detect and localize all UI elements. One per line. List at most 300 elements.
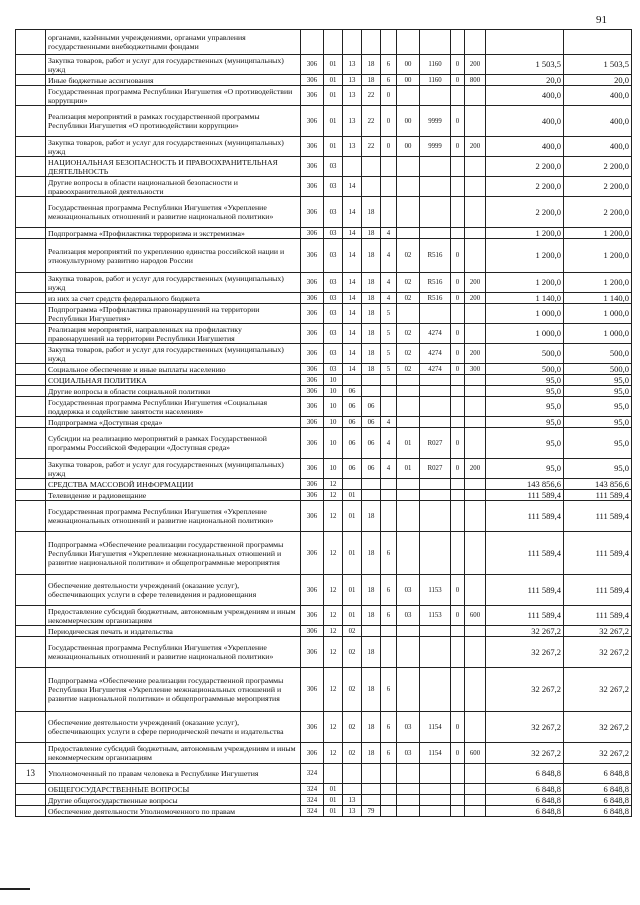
ministry-code-cell: 306 (301, 712, 324, 743)
direction-code-cell: 4274 (420, 344, 451, 364)
extra-code-cell: 0 (451, 364, 465, 375)
expense-type-code-cell: 200 (465, 137, 486, 157)
expense-type-code-cell (465, 228, 486, 239)
table-row (16, 239, 632, 273)
expense-type-code-cell (465, 106, 486, 137)
amount-cell: 6 848,8 (486, 784, 564, 795)
amount-cell: 95,0 (486, 428, 564, 459)
extra-code-cell (451, 795, 465, 806)
measure-code-cell: 02 (397, 324, 420, 344)
subsection-code-cell: 06 (343, 459, 362, 479)
extra-code-cell: 0 (451, 575, 465, 606)
extra-code-cell (451, 668, 465, 712)
row-number-cell (16, 626, 46, 637)
item-name-cell: Закупка товаров, работ и услуг для государственных (муниципальных) нужд (46, 459, 301, 479)
expense-type-code-cell (465, 806, 486, 817)
section-code-cell: 10 (324, 397, 343, 417)
measure-code-cell (397, 157, 420, 177)
row-number-cell (16, 304, 46, 324)
direction-code-cell: 1154 (420, 743, 451, 764)
amount-cell: 95,0 (564, 417, 632, 428)
amount-cell: 400,0 (564, 86, 632, 106)
item-name-cell: Реализация мероприятий по укреплению единства российской нации и этнокультурному развитию народов России (46, 239, 301, 273)
expense-type-code-cell (465, 397, 486, 417)
extra-code-cell: 0 (451, 459, 465, 479)
direction-code-cell: R027 (420, 459, 451, 479)
amount-cell: 32 267,2 (564, 668, 632, 712)
item-name-cell: Другие общегосударственные вопросы (46, 795, 301, 806)
amount-cell: 111 589,4 (564, 575, 632, 606)
measure-code-cell (397, 668, 420, 712)
subprogram-code-cell (381, 386, 397, 397)
table-row (16, 364, 632, 375)
direction-code-cell: R027 (420, 428, 451, 459)
measure-code-cell (397, 228, 420, 239)
direction-code-cell (420, 668, 451, 712)
section-code-cell: 01 (324, 55, 343, 75)
section-code-cell: 01 (324, 806, 343, 817)
row-number-cell (16, 273, 46, 293)
amount-cell: 95,0 (486, 417, 564, 428)
subsection-code-cell: 14 (343, 324, 362, 344)
item-name-cell: Подпрограмма «Профилактика терроризма и экстремизма» (46, 228, 301, 239)
table-row (16, 784, 632, 795)
section-code-cell (324, 30, 343, 55)
program-code-cell (362, 490, 381, 501)
program-code-cell: 06 (362, 459, 381, 479)
section-code-cell: 01 (324, 75, 343, 86)
amount-cell: 2 200,0 (486, 197, 564, 228)
ministry-code-cell: 306 (301, 417, 324, 428)
measure-code-cell (397, 30, 420, 55)
amount-cell: 111 589,4 (486, 575, 564, 606)
expense-type-code-cell (465, 428, 486, 459)
program-code-cell (362, 479, 381, 490)
ministry-code-cell: 306 (301, 55, 324, 75)
expense-type-code-cell: 200 (465, 344, 486, 364)
direction-code-cell (420, 375, 451, 386)
extra-code-cell: 0 (451, 324, 465, 344)
ministry-code-cell: 306 (301, 344, 324, 364)
item-name-cell: СОЦИАЛЬНАЯ ПОЛИТИКА (46, 375, 301, 386)
page-number: 91 (596, 14, 607, 26)
amount-cell: 111 589,4 (486, 532, 564, 575)
table-row (16, 386, 632, 397)
subsection-code-cell: 02 (343, 637, 362, 668)
section-code-cell: 01 (324, 784, 343, 795)
subsection-code-cell: 01 (343, 490, 362, 501)
subprogram-code-cell: 4 (381, 239, 397, 273)
item-name-cell: Периодическая печать и издательства (46, 626, 301, 637)
direction-code-cell (420, 397, 451, 417)
measure-code-cell (397, 479, 420, 490)
row-number-cell (16, 417, 46, 428)
subprogram-code-cell: 6 (381, 606, 397, 626)
amount-cell: 95,0 (564, 386, 632, 397)
row-number-cell (16, 459, 46, 479)
expense-type-code-cell: 800 (465, 75, 486, 86)
subprogram-code-cell: 4 (381, 428, 397, 459)
subprogram-code-cell (381, 637, 397, 668)
row-number-cell (16, 397, 46, 417)
expense-type-code-cell (465, 479, 486, 490)
direction-code-cell (420, 490, 451, 501)
amount-cell: 1 000,0 (564, 304, 632, 324)
expense-type-code-cell (465, 575, 486, 606)
amount-cell: 1 200,0 (564, 273, 632, 293)
item-name-cell: Государственная программа Республики Ингушетия «Укрепление межнациональных отношений и развитие национальной политики» (46, 637, 301, 668)
expense-type-code-cell (465, 532, 486, 575)
subsection-code-cell: 13 (343, 75, 362, 86)
extra-code-cell: 0 (451, 712, 465, 743)
row-number-cell (16, 743, 46, 764)
subprogram-code-cell: 4 (381, 459, 397, 479)
row-number-cell (16, 324, 46, 344)
row-number-cell: 13 (16, 764, 46, 784)
program-code-cell (362, 784, 381, 795)
subsection-code-cell (343, 30, 362, 55)
item-name-cell: Реализация мероприятий, направленных на профилактику правонарушений на территории Республики Ингушетия (46, 324, 301, 344)
table-row (16, 106, 632, 137)
extra-code-cell (451, 417, 465, 428)
section-code-cell: 12 (324, 575, 343, 606)
expense-type-code-cell (465, 668, 486, 712)
row-number-cell (16, 239, 46, 273)
measure-code-cell: 00 (397, 137, 420, 157)
direction-code-cell (420, 197, 451, 228)
ministry-code-cell: 306 (301, 273, 324, 293)
row-number-cell (16, 157, 46, 177)
ministry-code-cell: 324 (301, 784, 324, 795)
table-row (16, 375, 632, 386)
row-number-cell (16, 106, 46, 137)
measure-code-cell (397, 86, 420, 106)
subsection-code-cell: 14 (343, 293, 362, 304)
row-number-cell (16, 606, 46, 626)
table-row (16, 344, 632, 364)
amount-cell: 32 267,2 (564, 743, 632, 764)
extra-code-cell: 0 (451, 239, 465, 273)
measure-code-cell (397, 375, 420, 386)
ministry-code-cell: 306 (301, 364, 324, 375)
program-code-cell: 22 (362, 86, 381, 106)
measure-code-cell: 02 (397, 293, 420, 304)
amount-cell: 6 848,8 (564, 806, 632, 817)
direction-code-cell: 1160 (420, 75, 451, 86)
expense-type-code-cell (465, 177, 486, 197)
item-name-cell: Обеспечение деятельности Уполномоченного по правам (46, 806, 301, 817)
ministry-code-cell: 306 (301, 177, 324, 197)
program-code-cell: 18 (362, 75, 381, 86)
row-number-cell (16, 532, 46, 575)
program-code-cell: 18 (362, 606, 381, 626)
amount-cell: 500,0 (564, 344, 632, 364)
ministry-code-cell: 306 (301, 375, 324, 386)
subprogram-code-cell: 6 (381, 532, 397, 575)
program-code-cell: 22 (362, 137, 381, 157)
amount-cell: 1 503,5 (486, 55, 564, 75)
subsection-code-cell: 14 (343, 197, 362, 228)
ministry-code-cell: 306 (301, 197, 324, 228)
section-code-cell: 12 (324, 743, 343, 764)
item-name-cell: Предоставление субсидий бюджетным, автономным учреждениям и иным некоммерческим организациям (46, 606, 301, 626)
table-row (16, 197, 632, 228)
extra-code-cell: 0 (451, 344, 465, 364)
subsection-code-cell: 06 (343, 386, 362, 397)
expense-type-code-cell (465, 501, 486, 532)
program-code-cell: 18 (362, 501, 381, 532)
section-code-cell: 03 (324, 324, 343, 344)
subprogram-code-cell: 4 (381, 293, 397, 304)
table-row (16, 490, 632, 501)
direction-code-cell (420, 501, 451, 532)
amount-cell: 1 000,0 (564, 324, 632, 344)
measure-code-cell (397, 397, 420, 417)
table-row (16, 501, 632, 532)
row-number-cell (16, 428, 46, 459)
subsection-code-cell: 14 (343, 239, 362, 273)
ministry-code-cell: 306 (301, 606, 324, 626)
amount-cell: 32 267,2 (486, 743, 564, 764)
subprogram-code-cell: 6 (381, 712, 397, 743)
table-row (16, 479, 632, 490)
ministry-code-cell: 306 (301, 86, 324, 106)
item-name-cell: из них за счет средств федерального бюджета (46, 293, 301, 304)
ministry-code-cell: 306 (301, 157, 324, 177)
item-name-cell: НАЦИОНАЛЬНАЯ БЕЗОПАСНОСТЬ И ПРАВООХРАНИТЕЛЬНАЯ ДЕЯТЕЛЬНОСТЬ (46, 157, 301, 177)
subsection-code-cell: 02 (343, 712, 362, 743)
direction-code-cell (420, 417, 451, 428)
item-name-cell: Другие вопросы в области социальной политики (46, 386, 301, 397)
section-code-cell: 10 (324, 375, 343, 386)
expense-type-code-cell: 200 (465, 459, 486, 479)
subsection-code-cell: 13 (343, 86, 362, 106)
measure-code-cell: 02 (397, 273, 420, 293)
direction-code-cell: R516 (420, 273, 451, 293)
direction-code-cell: R516 (420, 293, 451, 304)
subprogram-code-cell: 5 (381, 304, 397, 324)
program-code-cell (362, 157, 381, 177)
expense-type-code-cell (465, 30, 486, 55)
extra-code-cell: 0 (451, 273, 465, 293)
direction-code-cell: 1153 (420, 606, 451, 626)
subprogram-code-cell: 0 (381, 137, 397, 157)
program-code-cell: 18 (362, 197, 381, 228)
amount-cell: 400,0 (564, 106, 632, 137)
table-row (16, 668, 632, 712)
item-name-cell: Государственная программа Республики Ингушетия «Укрепление межнациональных отношений и развитие национальной политики» (46, 197, 301, 228)
amount-cell: 20,0 (486, 75, 564, 86)
amount-cell: 1 200,0 (486, 228, 564, 239)
table-row (16, 428, 632, 459)
section-code-cell: 12 (324, 532, 343, 575)
subsection-code-cell: 01 (343, 606, 362, 626)
amount-cell: 6 848,8 (486, 806, 564, 817)
table-row (16, 30, 632, 55)
extra-code-cell: 0 (451, 428, 465, 459)
subsection-code-cell: 01 (343, 575, 362, 606)
measure-code-cell (397, 177, 420, 197)
ministry-code-cell: 306 (301, 459, 324, 479)
subprogram-code-cell: 4 (381, 273, 397, 293)
expense-type-code-cell (465, 490, 486, 501)
row-number-cell (16, 375, 46, 386)
expense-type-code-cell (465, 157, 486, 177)
direction-code-cell: 9999 (420, 137, 451, 157)
row-number-cell (16, 784, 46, 795)
section-code-cell: 12 (324, 501, 343, 532)
item-name-cell: ОБЩЕГОСУДАРСТВЕННЫЕ ВОПРОСЫ (46, 784, 301, 795)
expense-type-code-cell: 200 (465, 293, 486, 304)
ministry-code-cell: 306 (301, 532, 324, 575)
table-row (16, 86, 632, 106)
section-code-cell: 03 (324, 304, 343, 324)
expense-type-code-cell (465, 197, 486, 228)
extra-code-cell: 0 (451, 75, 465, 86)
expense-type-code-cell: 200 (465, 55, 486, 75)
subprogram-code-cell (381, 501, 397, 532)
measure-code-cell: 02 (397, 239, 420, 273)
section-code-cell: 03 (324, 344, 343, 364)
subsection-code-cell: 13 (343, 55, 362, 75)
amount-cell: 2 200,0 (486, 177, 564, 197)
row-number-cell (16, 86, 46, 106)
subprogram-code-cell: 6 (381, 55, 397, 75)
table-row (16, 397, 632, 417)
measure-code-cell: 02 (397, 364, 420, 375)
subsection-code-cell (343, 157, 362, 177)
extra-code-cell (451, 386, 465, 397)
amount-cell: 111 589,4 (486, 501, 564, 532)
ministry-code-cell: 306 (301, 386, 324, 397)
measure-code-cell: 03 (397, 606, 420, 626)
amount-cell: 111 589,4 (486, 490, 564, 501)
subprogram-code-cell: 5 (381, 324, 397, 344)
direction-code-cell (420, 637, 451, 668)
program-code-cell (362, 795, 381, 806)
amount-cell: 95,0 (486, 375, 564, 386)
expense-type-code-cell (465, 324, 486, 344)
amount-cell: 20,0 (564, 75, 632, 86)
ministry-code-cell: 306 (301, 293, 324, 304)
direction-code-cell (420, 177, 451, 197)
measure-code-cell (397, 386, 420, 397)
subsection-code-cell: 06 (343, 397, 362, 417)
amount-cell (564, 30, 632, 55)
program-code-cell: 22 (362, 106, 381, 137)
measure-code-cell: 01 (397, 459, 420, 479)
row-number-cell (16, 637, 46, 668)
amount-cell: 95,0 (564, 397, 632, 417)
table-row (16, 532, 632, 575)
amount-cell: 1 200,0 (564, 239, 632, 273)
section-code-cell: 12 (324, 606, 343, 626)
section-code-cell: 12 (324, 668, 343, 712)
measure-code-cell: 03 (397, 712, 420, 743)
section-code-cell: 10 (324, 459, 343, 479)
item-name-cell: СРЕДСТВА МАССОВОЙ ИНФОРМАЦИИ (46, 479, 301, 490)
ministry-code-cell: 306 (301, 479, 324, 490)
subprogram-code-cell: 6 (381, 668, 397, 712)
amount-cell: 6 848,8 (486, 764, 564, 784)
measure-code-cell: 03 (397, 575, 420, 606)
amount-cell: 400,0 (486, 106, 564, 137)
subsection-code-cell: 14 (343, 364, 362, 375)
subprogram-code-cell: 6 (381, 743, 397, 764)
section-code-cell: 01 (324, 106, 343, 137)
ministry-code-cell: 306 (301, 239, 324, 273)
row-number-cell (16, 30, 46, 55)
extra-code-cell (451, 532, 465, 575)
direction-code-cell: 1160 (420, 55, 451, 75)
row-number-cell (16, 364, 46, 375)
table-row (16, 626, 632, 637)
program-code-cell: 18 (362, 293, 381, 304)
direction-code-cell (420, 784, 451, 795)
subprogram-code-cell: 5 (381, 364, 397, 375)
row-number-cell (16, 712, 46, 743)
table-row (16, 293, 632, 304)
item-name-cell: Закупка товаров, работ и услуг для государственных (муниципальных) нужд (46, 137, 301, 157)
direction-code-cell: R516 (420, 239, 451, 273)
amount-cell: 32 267,2 (486, 668, 564, 712)
ministry-code-cell: 306 (301, 428, 324, 459)
direction-code-cell (420, 532, 451, 575)
subsection-code-cell: 02 (343, 668, 362, 712)
table-row (16, 273, 632, 293)
item-name-cell: Другие вопросы в области национальной безопасности и правоохранительной деятельности (46, 177, 301, 197)
ministry-code-cell: 306 (301, 626, 324, 637)
table-row (16, 137, 632, 157)
direction-code-cell (420, 30, 451, 55)
program-code-cell: 18 (362, 668, 381, 712)
row-number-cell (16, 197, 46, 228)
subprogram-code-cell: 4 (381, 228, 397, 239)
expense-type-code-cell (465, 784, 486, 795)
extra-code-cell (451, 490, 465, 501)
amount-cell: 95,0 (564, 459, 632, 479)
program-code-cell: 18 (362, 55, 381, 75)
table-row (16, 459, 632, 479)
subsection-code-cell: 14 (343, 304, 362, 324)
extra-code-cell (451, 157, 465, 177)
amount-cell: 1 200,0 (486, 273, 564, 293)
subsection-code-cell (343, 764, 362, 784)
extra-code-cell: 0 (451, 55, 465, 75)
item-name-cell: органами, казёнными учреждениями, органами управления государственными внебюджетными фондами (46, 30, 301, 55)
program-code-cell: 18 (362, 304, 381, 324)
extra-code-cell (451, 304, 465, 324)
ministry-code-cell: 324 (301, 806, 324, 817)
measure-code-cell (397, 626, 420, 637)
section-code-cell: 10 (324, 428, 343, 459)
extra-code-cell (451, 228, 465, 239)
ministry-code-cell: 306 (301, 575, 324, 606)
amount-cell: 2 200,0 (564, 197, 632, 228)
subsection-code-cell: 13 (343, 806, 362, 817)
item-name-cell: Реализация мероприятий в рамках государственной программы Республики Ингушетия «О противодействии коррупции» (46, 106, 301, 137)
item-name-cell: Субсидии на реализацию мероприятий в рамках Государственной программы Российской Федерации «Доступная среда» (46, 428, 301, 459)
row-number-cell (16, 575, 46, 606)
amount-cell: 32 267,2 (486, 637, 564, 668)
section-code-cell: 01 (324, 137, 343, 157)
section-code-cell: 03 (324, 273, 343, 293)
subprogram-code-cell: 6 (381, 575, 397, 606)
direction-code-cell (420, 479, 451, 490)
direction-code-cell (420, 86, 451, 106)
extra-code-cell (451, 806, 465, 817)
subsection-code-cell: 14 (343, 273, 362, 293)
